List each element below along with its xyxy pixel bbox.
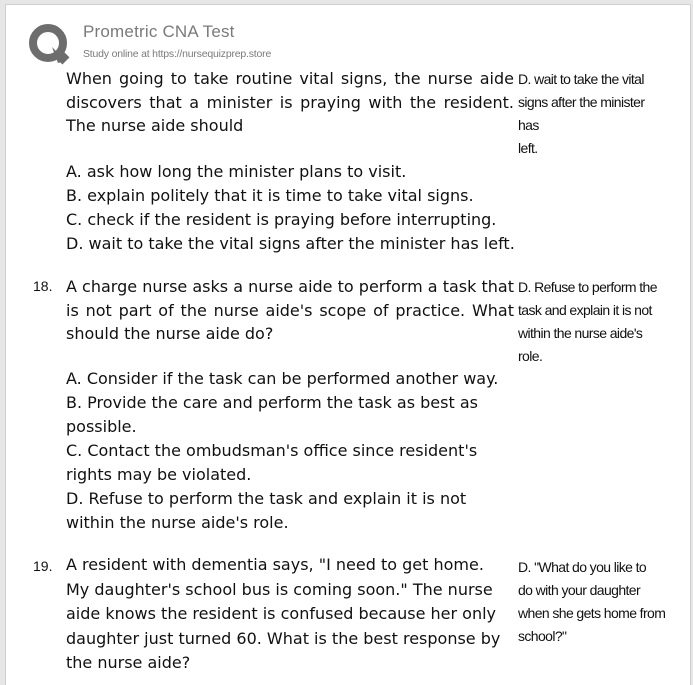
logo-icon	[28, 23, 70, 65]
answer-line: within the nurse aide's	[518, 325, 643, 341]
question-line: daughter just turned 60. What is the best response by	[66, 628, 501, 648]
option-item: possible.	[66, 417, 137, 436]
answer-line: D. wait to take the vital	[518, 71, 644, 87]
answer-text	[518, 68, 668, 160]
option-item: A. ask how long the minister plans to visit.	[66, 162, 407, 181]
question-text: When going to take routine vital signs, the nurse aide discovers that a minister is praying with the resident. The nurse aide should	[66, 69, 514, 135]
question-number: 18.	[33, 278, 53, 294]
option-item: B. explain politely that it is time to take vital signs.	[66, 186, 474, 205]
answer-line: signs after the minister has	[518, 94, 645, 133]
question-text: A charge nurse asks a nurse aide to perform a task that is not part of the nurse aide's scope of practice. What should the nurse aide do?	[66, 277, 514, 343]
answer-text	[518, 276, 668, 368]
answer-line: left.	[518, 140, 538, 156]
question-line: aide knows the resident is confused because her only	[66, 604, 497, 623]
question-line: My daughter's school bus is coming soon." The nurse	[66, 579, 493, 599]
option-item: A. Consider if the task can be performed another way.	[66, 369, 499, 388]
question-number: 19.	[33, 558, 53, 574]
document-page	[5, 4, 691, 685]
question-text	[66, 553, 516, 676]
answer-line: when she gets home from	[518, 605, 666, 621]
option-item: within the nurse aide's role.	[66, 513, 289, 532]
options-list	[66, 367, 516, 535]
options-list	[66, 160, 516, 256]
answer-line: D. "What do you like to	[518, 559, 647, 575]
option-item: D. wait to take the vital signs after the minister has left.	[66, 234, 515, 253]
question-line: the nurse aide?	[66, 653, 191, 672]
option-item: D. Refuse to perform the task and explain it is not	[66, 489, 467, 508]
answer-line: school?"	[518, 628, 567, 644]
answer-line: do with your daughter	[518, 582, 641, 598]
brand-subtitle: Study online at https://nursequizprep.store	[83, 48, 272, 60]
answer-line: role.	[518, 348, 543, 364]
question-line: A resident with dementia says, "I need to get home.	[66, 555, 484, 574]
answer-text	[518, 556, 668, 648]
answer-line: task and explain it is not	[518, 302, 652, 318]
brand-title: Prometric CNA Test	[83, 22, 235, 41]
option-item: C. Contact the ombudsman's office since resident's	[66, 441, 478, 460]
answer-line: D. Refuse to perform the	[518, 279, 657, 295]
option-item: B. Provide the care and perform the task as best as	[66, 393, 478, 412]
option-item: rights may be violated.	[66, 465, 252, 484]
option-item: C. check if the resident is praying before interrupting.	[66, 210, 497, 229]
